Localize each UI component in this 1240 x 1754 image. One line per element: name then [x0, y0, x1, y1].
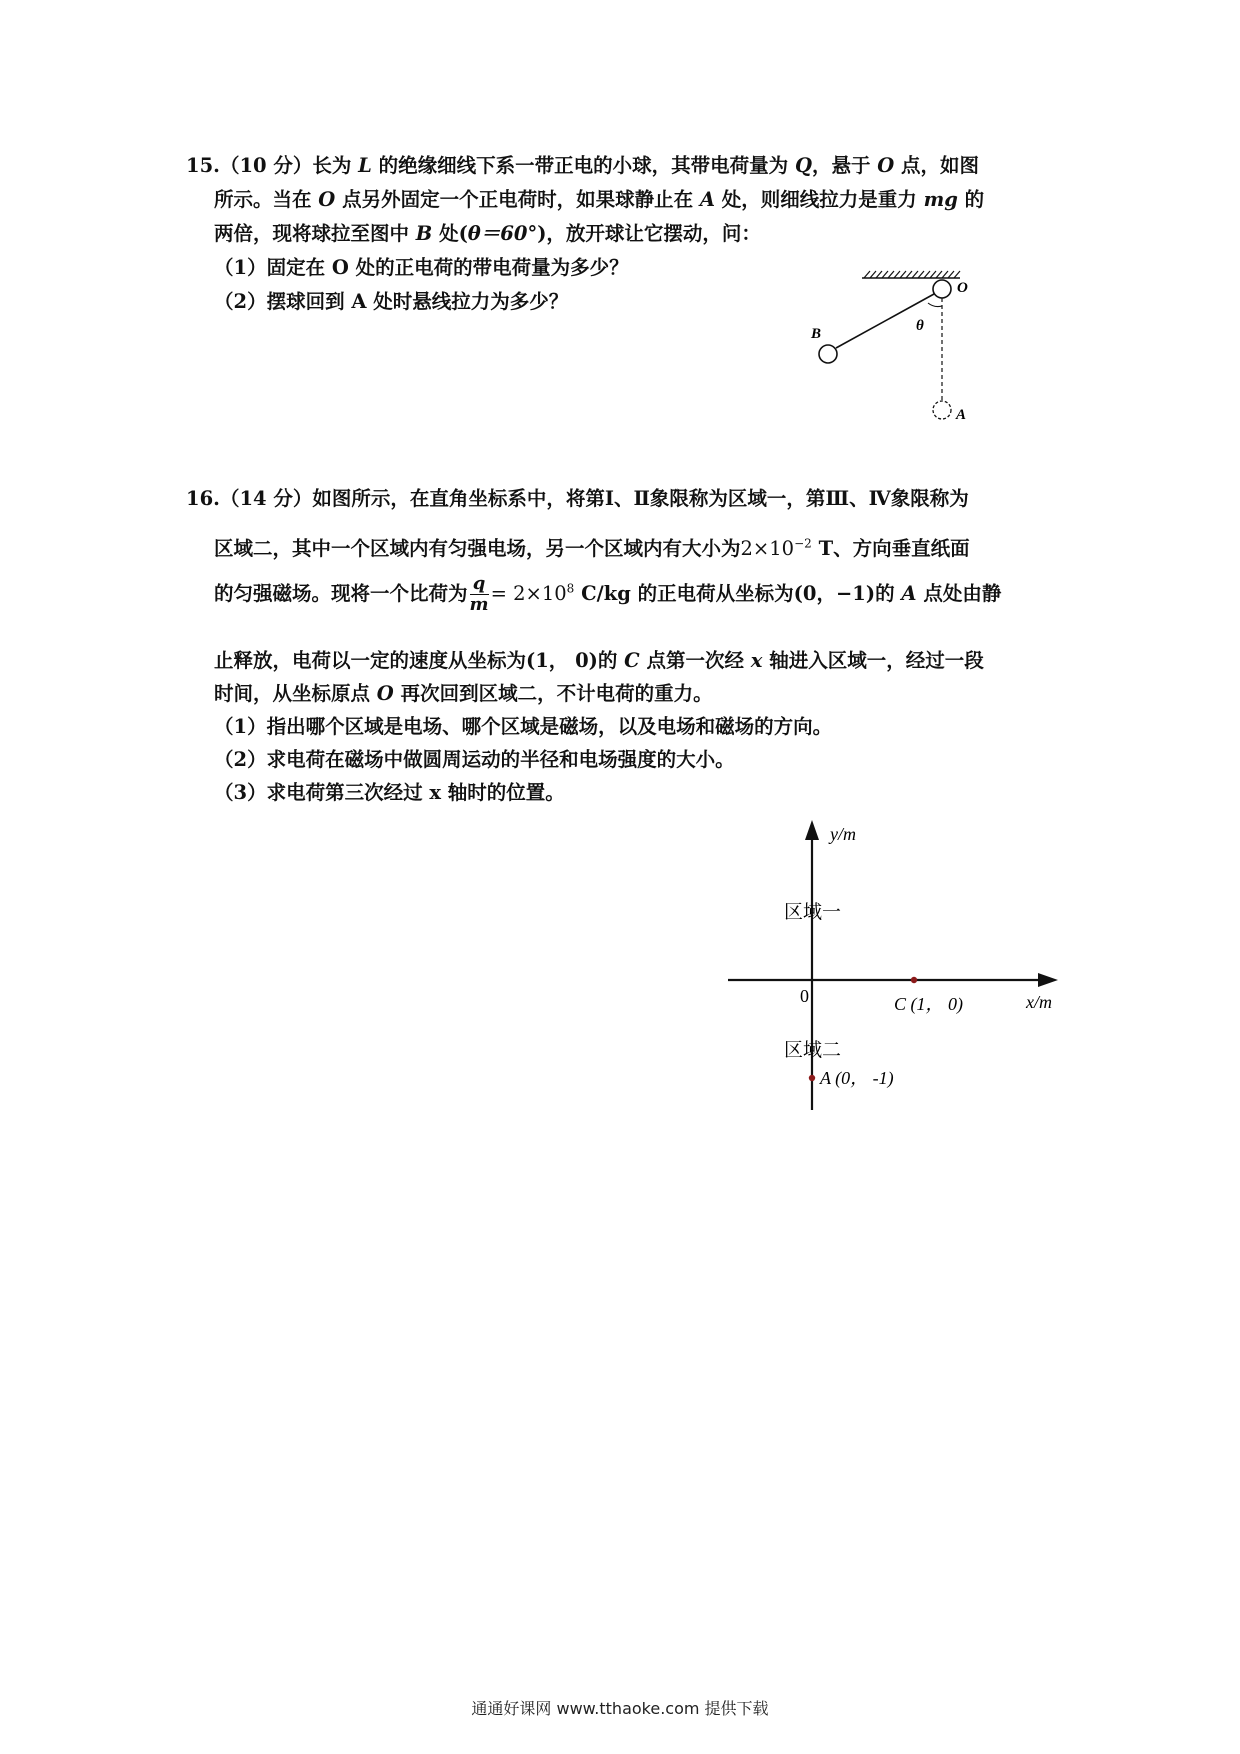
q15-line-2: 所示。当在 O 点另外固定一个正电荷时，如果球静止在 A 处，则细线拉力是重力 mg 的 — [214, 188, 985, 211]
coordinate-figure — [720, 810, 1070, 1120]
q16-line-5: 时间，从坐标原点 O 再次回到区域二，不计电荷的重力。 — [214, 682, 713, 705]
fixed-charge-O — [933, 280, 951, 298]
q16-line-1: 16.（14 分）如图所示，在直角坐标系中，将第Ⅰ、Ⅱ象限称为区域一，第Ⅲ、Ⅳ象限称为 — [186, 487, 969, 510]
q15-points: （10 分） — [219, 154, 313, 177]
point-C-marker — [911, 977, 917, 983]
ceiling-hatch — [862, 271, 960, 278]
q16-points: （14 分） — [219, 487, 313, 510]
q16-line-4: 止释放，电荷以一定的速度从坐标为(1， 0)的 C 点第一次经 x 轴进入区域一，经过一段 — [214, 649, 984, 672]
q15-line-3: 两倍，现将球拉至图中 B 处(θ＝60°)，放开球让它摆动，问： — [214, 222, 761, 245]
label-theta: θ — [916, 318, 924, 334]
label-A: A — [956, 407, 967, 423]
q16-subquestion-3: （3）求电荷第三次经过 x 轴时的位置。 — [214, 781, 565, 804]
q16-line-3: 的匀强磁场。现将一个比荷为 $\frac{q}{m}$ = $2\times 10^8$ C/kg 的正电荷从坐标为(0，−1)的 A 点处由静 — [214, 573, 1002, 615]
ball-A-dashed — [933, 401, 951, 419]
region-two-label: 区域二 — [784, 1040, 842, 1061]
origin-label: 0 — [800, 986, 809, 1006]
x-axis-arrow — [1038, 973, 1058, 987]
q16-subquestion-2: （2）求电荷在磁场中做圆周运动的半径和电场强度的大小。 — [214, 748, 735, 771]
point-C-label: C (1， 0) — [894, 994, 963, 1014]
y-axis-arrow — [805, 820, 819, 840]
label-B: B — [811, 326, 822, 342]
q16-subquestion-1: （1）指出哪个区域是电场、哪个区域是磁场，以及电场和磁场的方向。 — [214, 715, 833, 738]
q15-line-1: 15.（10 分）长为 L 的绝缘细线下系一带正电的小球，其带电荷量为 Q，悬于 O 点，如图 — [186, 154, 980, 177]
label-O: O — [957, 280, 968, 296]
pendulum-figure — [800, 260, 1000, 440]
y-axis-label: y/m — [830, 824, 856, 844]
point-A-marker — [809, 1075, 815, 1081]
q16-number: 16. — [186, 487, 220, 510]
q15-subquestion-1: （1）固定在 O 处的正电荷的带电荷量为多少？ — [214, 256, 629, 279]
ball-B — [819, 345, 837, 363]
charge-mass-ratio-fraction: $\frac{q}{m}$ — [469, 573, 489, 615]
region-one-label: 区域一 — [784, 902, 842, 923]
q15-number: 15. — [186, 154, 220, 177]
q16-line-2: 区域二，其中一个区域内有匀强电场，另一个区域内有大小为$2\times 10^{-2}$ T、方向垂直纸面 — [214, 536, 970, 560]
q15-subquestion-2: （2）摆球回到 A 处时悬线拉力为多少？ — [214, 290, 569, 313]
page-footer: 通通好课网 www.tthaoke.com 提供下载 — [471, 1699, 769, 1718]
point-A-label: A (0， -1) — [820, 1068, 894, 1088]
x-axis-label: x/m — [1026, 992, 1052, 1012]
angle-arc — [928, 303, 942, 307]
